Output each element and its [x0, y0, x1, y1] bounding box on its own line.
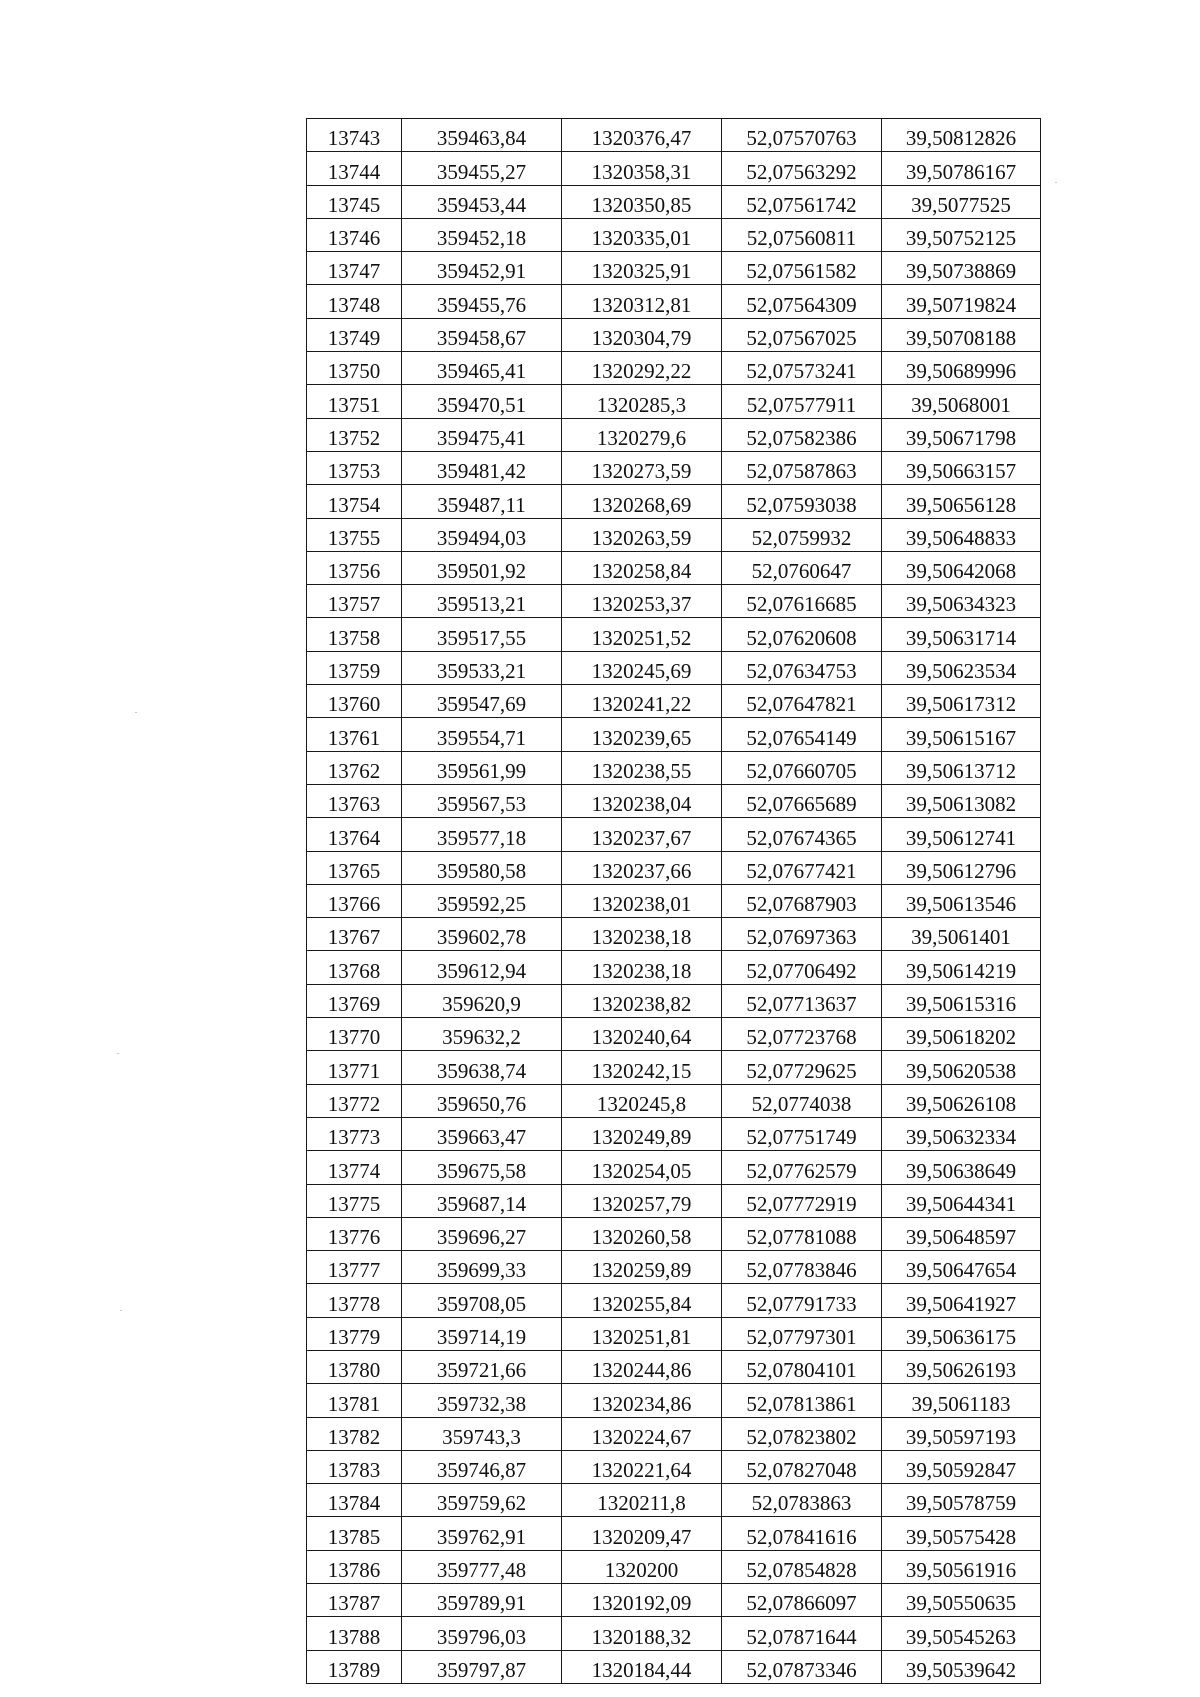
longitude-cell: 39,50626108: [882, 1084, 1041, 1117]
longitude-cell: 39,50738869: [882, 252, 1041, 285]
table-row: [307, 751, 1041, 784]
longitude-cell: 39,5061183: [882, 1384, 1041, 1417]
table-row: [307, 1350, 1041, 1383]
x-coordinate-cell: 359513,21: [402, 585, 562, 618]
longitude-cell: 39,50617312: [882, 685, 1041, 718]
y-coordinate-cell: 1320251,81: [562, 1317, 722, 1350]
point-number-cell: 13754: [307, 485, 402, 518]
latitude-cell: 52,07841616: [722, 1517, 882, 1550]
longitude-cell: 39,5077525: [882, 185, 1041, 218]
x-coordinate-cell: 359797,87: [402, 1650, 562, 1683]
latitude-cell: 52,07564309: [722, 285, 882, 318]
point-number-cell: 13776: [307, 1217, 402, 1250]
y-coordinate-cell: 1320312,81: [562, 285, 722, 318]
y-coordinate-cell: 1320251,52: [562, 618, 722, 651]
longitude-cell: 39,50550635: [882, 1584, 1041, 1617]
longitude-cell: 39,50812826: [882, 119, 1041, 152]
longitude-cell: 39,50592847: [882, 1450, 1041, 1483]
table-row: [307, 285, 1041, 318]
latitude-cell: 52,07854828: [722, 1550, 882, 1583]
point-number-cell: 13783: [307, 1450, 402, 1483]
point-number-cell: 13743: [307, 119, 402, 152]
table-row: [307, 585, 1041, 618]
x-coordinate-cell: 359455,76: [402, 285, 562, 318]
x-coordinate-cell: 359759,62: [402, 1484, 562, 1517]
table-row: [307, 1284, 1041, 1317]
table-row: [307, 718, 1041, 751]
latitude-cell: 52,07573241: [722, 352, 882, 385]
table-row: [307, 318, 1041, 351]
point-number-cell: 13775: [307, 1184, 402, 1217]
table-row: [307, 352, 1041, 385]
y-coordinate-cell: 1320238,18: [562, 918, 722, 951]
y-coordinate-cell: 1320244,86: [562, 1350, 722, 1383]
latitude-cell: 52,07563292: [722, 152, 882, 185]
y-coordinate-cell: 1320304,79: [562, 318, 722, 351]
latitude-cell: 52,07674365: [722, 818, 882, 851]
longitude-cell: 39,50648833: [882, 518, 1041, 551]
longitude-cell: 39,50719824: [882, 285, 1041, 318]
x-coordinate-cell: 359470,51: [402, 385, 562, 418]
y-coordinate-cell: 1320211,8: [562, 1484, 722, 1517]
x-coordinate-cell: 359638,74: [402, 1051, 562, 1084]
table-row: [307, 1084, 1041, 1117]
longitude-cell: 39,50656128: [882, 485, 1041, 518]
point-number-cell: 13778: [307, 1284, 402, 1317]
table-row: [307, 685, 1041, 718]
point-number-cell: 13753: [307, 451, 402, 484]
point-number-cell: 13748: [307, 285, 402, 318]
x-coordinate-cell: 359453,44: [402, 185, 562, 218]
latitude-cell: 52,07560811: [722, 218, 882, 251]
longitude-cell: 39,50578759: [882, 1484, 1041, 1517]
x-coordinate-cell: 359732,38: [402, 1384, 562, 1417]
y-coordinate-cell: 1320292,22: [562, 352, 722, 385]
longitude-cell: 39,50689996: [882, 352, 1041, 385]
y-coordinate-cell: 1320238,18: [562, 951, 722, 984]
point-number-cell: 13759: [307, 651, 402, 684]
point-number-cell: 13769: [307, 984, 402, 1017]
longitude-cell: 39,50575428: [882, 1517, 1041, 1550]
point-number-cell: 13763: [307, 784, 402, 817]
table-row: [307, 918, 1041, 951]
x-coordinate-cell: 359612,94: [402, 951, 562, 984]
table-row: [307, 784, 1041, 817]
latitude-cell: 52,07791733: [722, 1284, 882, 1317]
x-coordinate-cell: 359554,71: [402, 718, 562, 751]
table-row: [307, 485, 1041, 518]
x-coordinate-cell: 359561,99: [402, 751, 562, 784]
y-coordinate-cell: 1320350,85: [562, 185, 722, 218]
longitude-cell: 39,50545263: [882, 1617, 1041, 1650]
point-number-cell: 13789: [307, 1650, 402, 1683]
y-coordinate-cell: 1320238,55: [562, 751, 722, 784]
longitude-cell: 39,5068001: [882, 385, 1041, 418]
x-coordinate-cell: 359699,33: [402, 1251, 562, 1284]
table-row: [307, 252, 1041, 285]
latitude-cell: 52,07561582: [722, 252, 882, 285]
table-row: [307, 119, 1041, 152]
table-row: [307, 884, 1041, 917]
y-coordinate-cell: 1320234,86: [562, 1384, 722, 1417]
longitude-cell: 39,50647654: [882, 1251, 1041, 1284]
scan-speck: [117, 1053, 119, 1054]
x-coordinate-cell: 359796,03: [402, 1617, 562, 1650]
x-coordinate-cell: 359592,25: [402, 884, 562, 917]
latitude-cell: 52,07687903: [722, 884, 882, 917]
latitude-cell: 52,07871644: [722, 1617, 882, 1650]
longitude-cell: 39,50636175: [882, 1317, 1041, 1350]
table-row: [307, 1151, 1041, 1184]
x-coordinate-cell: 359487,11: [402, 485, 562, 518]
latitude-cell: 52,07620608: [722, 618, 882, 651]
latitude-cell: 52,07634753: [722, 651, 882, 684]
y-coordinate-cell: 1320237,66: [562, 851, 722, 884]
table-row: [307, 1217, 1041, 1250]
longitude-cell: 39,50786167: [882, 152, 1041, 185]
table-row: [307, 851, 1041, 884]
point-number-cell: 13752: [307, 418, 402, 451]
point-number-cell: 13766: [307, 884, 402, 917]
latitude-cell: 52,07823802: [722, 1417, 882, 1450]
point-number-cell: 13749: [307, 318, 402, 351]
table-row: [307, 818, 1041, 851]
latitude-cell: 52,07804101: [722, 1350, 882, 1383]
latitude-cell: 52,07567025: [722, 318, 882, 351]
point-number-cell: 13755: [307, 518, 402, 551]
x-coordinate-cell: 359481,42: [402, 451, 562, 484]
latitude-cell: 52,07772919: [722, 1184, 882, 1217]
latitude-cell: 52,07582386: [722, 418, 882, 451]
longitude-cell: 39,50626193: [882, 1350, 1041, 1383]
x-coordinate-cell: 359675,58: [402, 1151, 562, 1184]
x-coordinate-cell: 359455,27: [402, 152, 562, 185]
x-coordinate-cell: 359452,18: [402, 218, 562, 251]
point-number-cell: 13756: [307, 551, 402, 584]
y-coordinate-cell: 1320184,44: [562, 1650, 722, 1683]
y-coordinate-cell: 1320224,67: [562, 1417, 722, 1450]
longitude-cell: 39,50632334: [882, 1117, 1041, 1150]
latitude-cell: 52,07654149: [722, 718, 882, 751]
y-coordinate-cell: 1320358,31: [562, 152, 722, 185]
table-row: [307, 1484, 1041, 1517]
x-coordinate-cell: 359620,9: [402, 984, 562, 1017]
longitude-cell: 39,5061401: [882, 918, 1041, 951]
longitude-cell: 39,50671798: [882, 418, 1041, 451]
point-number-cell: 13751: [307, 385, 402, 418]
coordinates-table: [306, 118, 1041, 1684]
x-coordinate-cell: 359746,87: [402, 1450, 562, 1483]
point-number-cell: 13768: [307, 951, 402, 984]
longitude-cell: 39,50620538: [882, 1051, 1041, 1084]
latitude-cell: 52,0783863: [722, 1484, 882, 1517]
scan-speck: [135, 712, 137, 713]
longitude-cell: 39,50648597: [882, 1217, 1041, 1250]
x-coordinate-cell: 359663,47: [402, 1117, 562, 1150]
x-coordinate-cell: 359533,21: [402, 651, 562, 684]
point-number-cell: 13788: [307, 1617, 402, 1650]
scan-speck: [120, 1310, 122, 1311]
longitude-cell: 39,50663157: [882, 451, 1041, 484]
point-number-cell: 13767: [307, 918, 402, 951]
x-coordinate-cell: 359458,67: [402, 318, 562, 351]
latitude-cell: 52,07593038: [722, 485, 882, 518]
y-coordinate-cell: 1320260,58: [562, 1217, 722, 1250]
longitude-cell: 39,50631714: [882, 618, 1041, 651]
y-coordinate-cell: 1320240,64: [562, 1018, 722, 1051]
table-row: [307, 451, 1041, 484]
x-coordinate-cell: 359463,84: [402, 119, 562, 152]
point-number-cell: 13772: [307, 1084, 402, 1117]
longitude-cell: 39,50638649: [882, 1151, 1041, 1184]
x-coordinate-cell: 359577,18: [402, 818, 562, 851]
y-coordinate-cell: 1320268,69: [562, 485, 722, 518]
x-coordinate-cell: 359547,69: [402, 685, 562, 718]
table-row: [307, 1550, 1041, 1583]
x-coordinate-cell: 359452,91: [402, 252, 562, 285]
table-row: [307, 1317, 1041, 1350]
latitude-cell: 52,0759932: [722, 518, 882, 551]
latitude-cell: 52,07751749: [722, 1117, 882, 1150]
y-coordinate-cell: 1320242,15: [562, 1051, 722, 1084]
table-row: [307, 984, 1041, 1017]
point-number-cell: 13750: [307, 352, 402, 385]
point-number-cell: 13770: [307, 1018, 402, 1051]
y-coordinate-cell: 1320263,59: [562, 518, 722, 551]
latitude-cell: 52,07587863: [722, 451, 882, 484]
y-coordinate-cell: 1320238,82: [562, 984, 722, 1017]
y-coordinate-cell: 1320254,05: [562, 1151, 722, 1184]
y-coordinate-cell: 1320273,59: [562, 451, 722, 484]
table-row: [307, 1617, 1041, 1650]
y-coordinate-cell: 1320325,91: [562, 252, 722, 285]
table-row: [307, 1384, 1041, 1417]
longitude-cell: 39,50539642: [882, 1650, 1041, 1683]
latitude-cell: 52,07561742: [722, 185, 882, 218]
y-coordinate-cell: 1320238,01: [562, 884, 722, 917]
longitude-cell: 39,50618202: [882, 1018, 1041, 1051]
latitude-cell: 52,07577911: [722, 385, 882, 418]
y-coordinate-cell: 1320335,01: [562, 218, 722, 251]
y-coordinate-cell: 1320279,6: [562, 418, 722, 451]
table-row: [307, 518, 1041, 551]
x-coordinate-cell: 359743,3: [402, 1417, 562, 1450]
latitude-cell: 52,07873346: [722, 1650, 882, 1683]
point-number-cell: 13762: [307, 751, 402, 784]
table-row: [307, 1184, 1041, 1217]
latitude-cell: 52,07616685: [722, 585, 882, 618]
x-coordinate-cell: 359465,41: [402, 352, 562, 385]
point-number-cell: 13779: [307, 1317, 402, 1350]
table-row: [307, 385, 1041, 418]
x-coordinate-cell: 359714,19: [402, 1317, 562, 1350]
longitude-cell: 39,50642068: [882, 551, 1041, 584]
table-row: [307, 1450, 1041, 1483]
y-coordinate-cell: 1320257,79: [562, 1184, 722, 1217]
y-coordinate-cell: 1320258,84: [562, 551, 722, 584]
table-row: [307, 218, 1041, 251]
y-coordinate-cell: 1320221,64: [562, 1450, 722, 1483]
point-number-cell: 13764: [307, 818, 402, 851]
table-row: [307, 651, 1041, 684]
x-coordinate-cell: 359721,66: [402, 1350, 562, 1383]
table-row: [307, 1517, 1041, 1550]
latitude-cell: 52,07713637: [722, 984, 882, 1017]
y-coordinate-cell: 1320239,65: [562, 718, 722, 751]
latitude-cell: 52,0774038: [722, 1084, 882, 1117]
y-coordinate-cell: 1320255,84: [562, 1284, 722, 1317]
point-number-cell: 13758: [307, 618, 402, 651]
point-number-cell: 13786: [307, 1550, 402, 1583]
y-coordinate-cell: 1320200: [562, 1550, 722, 1583]
x-coordinate-cell: 359475,41: [402, 418, 562, 451]
latitude-cell: 52,07813861: [722, 1384, 882, 1417]
x-coordinate-cell: 359696,27: [402, 1217, 562, 1250]
point-number-cell: 13777: [307, 1251, 402, 1284]
table-row: [307, 1117, 1041, 1150]
table-row: [307, 418, 1041, 451]
y-coordinate-cell: 1320209,47: [562, 1517, 722, 1550]
coordinates-table-body: [307, 119, 1041, 1684]
latitude-cell: 52,07665689: [722, 784, 882, 817]
latitude-cell: 52,07660705: [722, 751, 882, 784]
table-row: [307, 1417, 1041, 1450]
x-coordinate-cell: 359687,14: [402, 1184, 562, 1217]
point-number-cell: 13782: [307, 1417, 402, 1450]
x-coordinate-cell: 359501,92: [402, 551, 562, 584]
longitude-cell: 39,50752125: [882, 218, 1041, 251]
point-number-cell: 13746: [307, 218, 402, 251]
point-number-cell: 13771: [307, 1051, 402, 1084]
latitude-cell: 52,07677421: [722, 851, 882, 884]
point-number-cell: 13784: [307, 1484, 402, 1517]
point-number-cell: 13780: [307, 1350, 402, 1383]
x-coordinate-cell: 359632,2: [402, 1018, 562, 1051]
x-coordinate-cell: 359650,76: [402, 1084, 562, 1117]
y-coordinate-cell: 1320249,89: [562, 1117, 722, 1150]
y-coordinate-cell: 1320192,09: [562, 1584, 722, 1617]
table-row: [307, 1051, 1041, 1084]
x-coordinate-cell: 359789,91: [402, 1584, 562, 1617]
table-row: [307, 1251, 1041, 1284]
longitude-cell: 39,50634323: [882, 585, 1041, 618]
point-number-cell: 13765: [307, 851, 402, 884]
longitude-cell: 39,50597193: [882, 1417, 1041, 1450]
latitude-cell: 52,07723768: [722, 1018, 882, 1051]
latitude-cell: 52,07697363: [722, 918, 882, 951]
latitude-cell: 52,07729625: [722, 1051, 882, 1084]
point-number-cell: 13747: [307, 252, 402, 285]
x-coordinate-cell: 359777,48: [402, 1550, 562, 1583]
longitude-cell: 39,50612796: [882, 851, 1041, 884]
x-coordinate-cell: 359580,58: [402, 851, 562, 884]
point-number-cell: 13773: [307, 1117, 402, 1150]
table-row: [307, 1650, 1041, 1683]
longitude-cell: 39,50623534: [882, 651, 1041, 684]
point-number-cell: 13745: [307, 185, 402, 218]
x-coordinate-cell: 359517,55: [402, 618, 562, 651]
point-number-cell: 13760: [307, 685, 402, 718]
table-row: [307, 1584, 1041, 1617]
point-number-cell: 13761: [307, 718, 402, 751]
longitude-cell: 39,50612741: [882, 818, 1041, 851]
y-coordinate-cell: 1320245,69: [562, 651, 722, 684]
latitude-cell: 52,07827048: [722, 1450, 882, 1483]
latitude-cell: 52,07797301: [722, 1317, 882, 1350]
scan-speck: [1055, 182, 1057, 183]
point-number-cell: 13781: [307, 1384, 402, 1417]
longitude-cell: 39,50641927: [882, 1284, 1041, 1317]
y-coordinate-cell: 1320376,47: [562, 119, 722, 152]
longitude-cell: 39,50615167: [882, 718, 1041, 751]
x-coordinate-cell: 359494,03: [402, 518, 562, 551]
latitude-cell: 52,07570763: [722, 119, 882, 152]
longitude-cell: 39,50613546: [882, 884, 1041, 917]
longitude-cell: 39,50644341: [882, 1184, 1041, 1217]
x-coordinate-cell: 359602,78: [402, 918, 562, 951]
point-number-cell: 13774: [307, 1151, 402, 1184]
y-coordinate-cell: 1320238,04: [562, 784, 722, 817]
y-coordinate-cell: 1320285,3: [562, 385, 722, 418]
x-coordinate-cell: 359762,91: [402, 1517, 562, 1550]
point-number-cell: 13744: [307, 152, 402, 185]
latitude-cell: 52,07866097: [722, 1584, 882, 1617]
latitude-cell: 52,07706492: [722, 951, 882, 984]
longitude-cell: 39,50613082: [882, 784, 1041, 817]
point-number-cell: 13787: [307, 1584, 402, 1617]
table-row: [307, 1018, 1041, 1051]
longitude-cell: 39,50615316: [882, 984, 1041, 1017]
latitude-cell: 52,07781088: [722, 1217, 882, 1250]
table-row: [307, 551, 1041, 584]
longitude-cell: 39,50613712: [882, 751, 1041, 784]
latitude-cell: 52,07647821: [722, 685, 882, 718]
point-number-cell: 13757: [307, 585, 402, 618]
point-number-cell: 13785: [307, 1517, 402, 1550]
y-coordinate-cell: 1320237,67: [562, 818, 722, 851]
y-coordinate-cell: 1320253,37: [562, 585, 722, 618]
latitude-cell: 52,07762579: [722, 1151, 882, 1184]
table-row: [307, 185, 1041, 218]
longitude-cell: 39,50614219: [882, 951, 1041, 984]
y-coordinate-cell: 1320259,89: [562, 1251, 722, 1284]
y-coordinate-cell: 1320245,8: [562, 1084, 722, 1117]
x-coordinate-cell: 359708,05: [402, 1284, 562, 1317]
latitude-cell: 52,0760647: [722, 551, 882, 584]
x-coordinate-cell: 359567,53: [402, 784, 562, 817]
table-row: [307, 618, 1041, 651]
y-coordinate-cell: 1320241,22: [562, 685, 722, 718]
table-row: [307, 152, 1041, 185]
longitude-cell: 39,50708188: [882, 318, 1041, 351]
table-row: [307, 951, 1041, 984]
longitude-cell: 39,50561916: [882, 1550, 1041, 1583]
y-coordinate-cell: 1320188,32: [562, 1617, 722, 1650]
latitude-cell: 52,07783846: [722, 1251, 882, 1284]
